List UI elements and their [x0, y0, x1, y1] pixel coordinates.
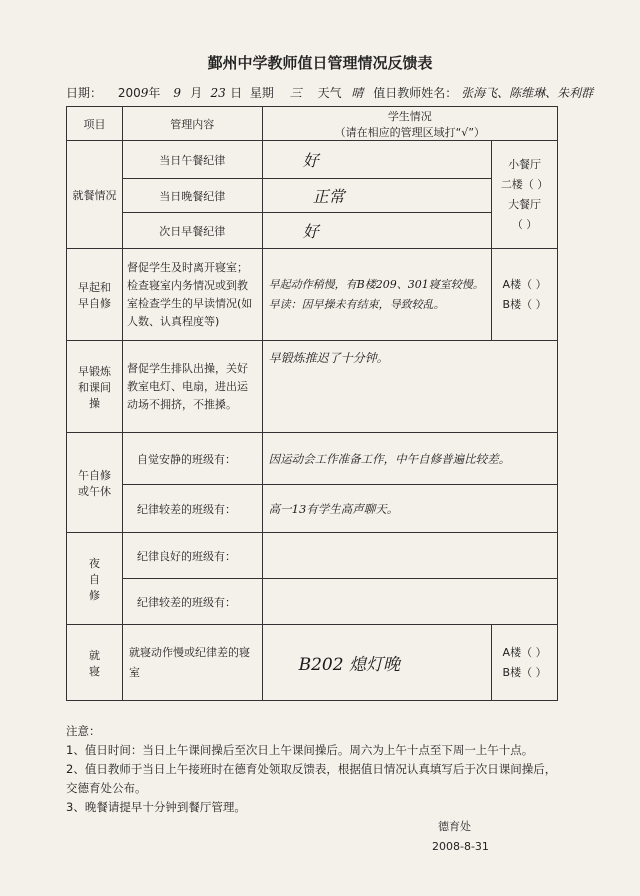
- morning-content: 督促学生及时离开寝室；检查寝室内务情况或到教室检查学生的早读情况(如人数、认真程度等): [122, 249, 262, 341]
- noon-label: 午自修或午休: [67, 433, 123, 533]
- form-title: 鄞州中学教师值日管理情况反馈表: [207, 54, 433, 72]
- exercise-value: 早锻炼推迟了十分钟。: [262, 341, 557, 433]
- col-item: 项目: [67, 107, 123, 141]
- dining-value: 好: [262, 213, 492, 249]
- sleep-side: A楼（ ） B楼（ ）: [492, 625, 558, 701]
- night-value: [262, 579, 557, 625]
- note-item: 1、值日时间：当日上午课间操后至次日上午课间操后。周六为上午十点至下周一上午十点。: [66, 743, 534, 757]
- notes: [66, 722, 566, 817]
- morning-value: 早起动作稍慢，有B楼209、301寝室较慢。早读：因早操未有结束，导致较乱。: [262, 249, 492, 341]
- sleep-value: B202 熄灯晚: [262, 625, 492, 701]
- footer-date: 2008-8-31: [432, 840, 489, 853]
- footer-dept: 德育处: [438, 820, 471, 833]
- note-item: 2、值日教师于当日上午接班时在德育处领取反馈表，根据值日情况认真填写后于次日课间操后，交德育处公布。: [66, 762, 557, 795]
- dining-value: 正常: [262, 179, 492, 213]
- noon-row: 自觉安静的班级有：: [122, 433, 262, 485]
- dining-row: 次日早餐纪律: [122, 213, 262, 249]
- morning-side: A楼（ ） B楼（ ）: [492, 249, 558, 341]
- morning-label: 早起和早自修: [67, 249, 123, 341]
- dining-label: 就餐情况: [67, 141, 123, 249]
- note-item: 3、晚餐请提早十分钟到餐厅管理。: [66, 800, 246, 814]
- management-table: [66, 106, 558, 701]
- night-row: 纪律良好的班级有：: [122, 533, 262, 579]
- form-header: 日期： 2009年 9 月 23 日 星期 三 天气 晴 值日教师姓名： 张海飞、陈维琳、朱利群: [66, 86, 594, 100]
- night-label: 夜自修: [67, 533, 123, 625]
- sleep-label: 就寝: [67, 625, 123, 701]
- night-value: [262, 533, 557, 579]
- dining-side: 小餐厅 二楼（ ） 大餐厅 （ ）: [492, 141, 558, 249]
- night-row: 纪律较差的班级有：: [122, 579, 262, 625]
- noon-row: 纪律较差的班级有：: [122, 485, 262, 533]
- col-content: 管理内容: [122, 107, 262, 141]
- exercise-content: 督促学生排队出操，关好教室电灯、电扇，进出运动场不拥挤，不推搡。: [122, 341, 262, 433]
- noon-value: 高一13有学生高声聊天。: [262, 485, 557, 533]
- sleep-content: 就寝动作慢或纪律差的寝室: [122, 625, 262, 701]
- exercise-label: 早锻炼和课间操: [67, 341, 123, 433]
- dining-value: 好: [262, 141, 492, 179]
- notes-heading: 注意：: [66, 724, 101, 738]
- col-status: 学生情况 （请在相应的管理区域打“√”）: [262, 107, 557, 141]
- dining-row: 当日晚餐纪律: [122, 179, 262, 213]
- noon-value: 因运动会工作准备工作，中午自修普遍比较差。: [262, 433, 557, 485]
- dining-row: 当日午餐纪律: [122, 141, 262, 179]
